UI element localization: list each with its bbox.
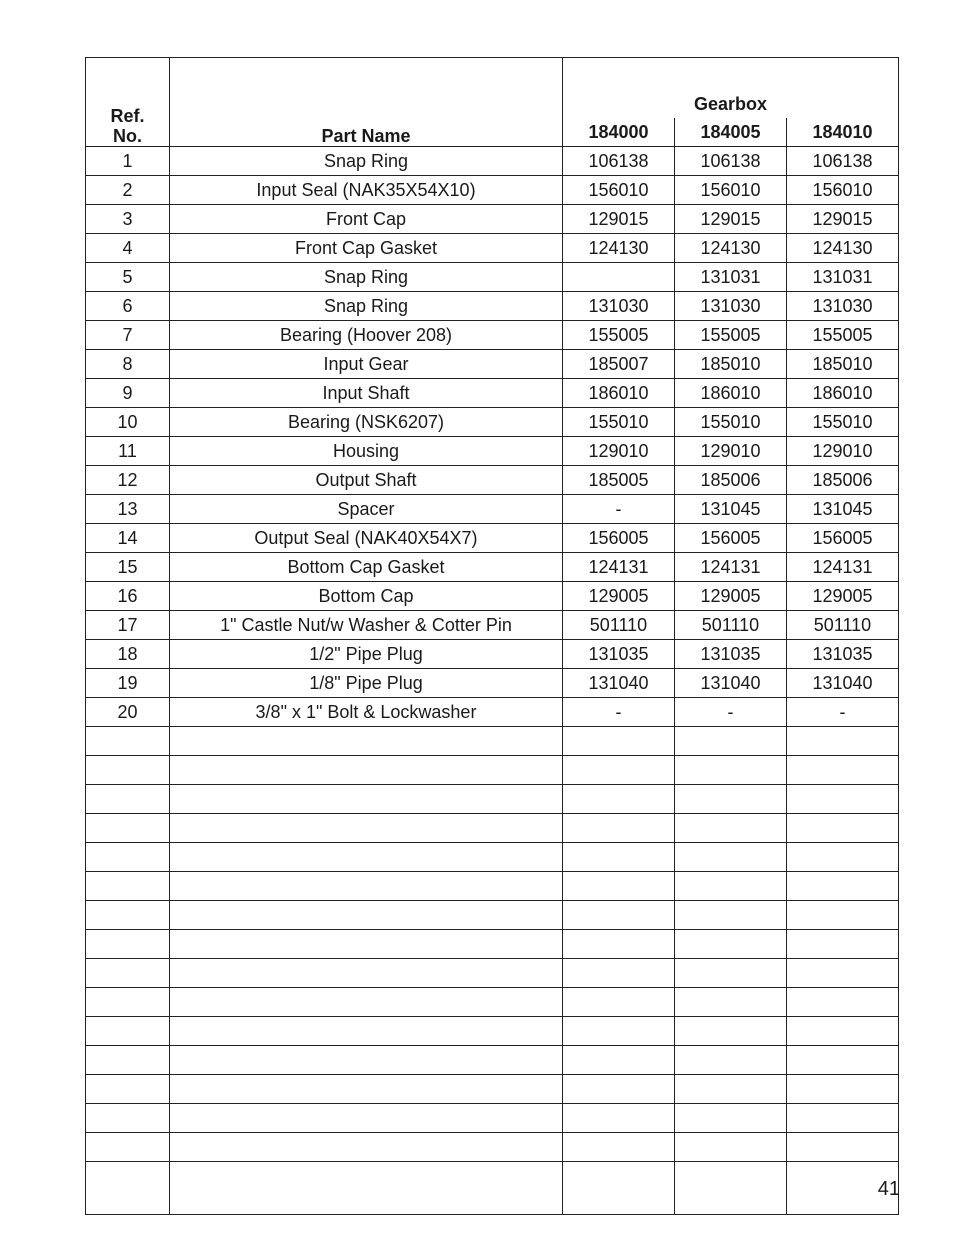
part-number-cell: 131030	[787, 292, 899, 321]
ref-cell	[86, 901, 170, 930]
part-name-cell	[170, 727, 563, 756]
part-name-cell	[170, 843, 563, 872]
part-name-cell: Housing	[170, 437, 563, 466]
part-number-cell	[787, 872, 899, 901]
table-row	[86, 988, 899, 1017]
table-row	[86, 553, 899, 582]
model-header-184010: 184010	[787, 118, 899, 147]
part-number-cell: 106138	[675, 147, 787, 176]
part-number-cell: 129005	[563, 582, 675, 611]
part-number-cell	[563, 901, 675, 930]
table-row	[86, 524, 899, 553]
part-name-cell: 1" Castle Nut/w Washer & Cotter Pin	[170, 611, 563, 640]
part-number-cell: 129015	[675, 205, 787, 234]
part-name-cell	[170, 785, 563, 814]
part-name-cell: Output Shaft	[170, 466, 563, 495]
part-number-cell: 129005	[787, 582, 899, 611]
part-number-cell	[675, 872, 787, 901]
part-number-cell: 129010	[675, 437, 787, 466]
part-number-cell: 186010	[787, 379, 899, 408]
part-number-cell	[675, 1046, 787, 1075]
ref-cell	[86, 843, 170, 872]
part-number-cell	[787, 1046, 899, 1075]
part-number-cell	[787, 756, 899, 785]
part-number-cell	[675, 785, 787, 814]
part-number-cell	[563, 1162, 675, 1215]
part-number-cell	[563, 756, 675, 785]
ref-cell	[86, 930, 170, 959]
part-number-cell	[563, 959, 675, 988]
ref-cell: 17	[86, 611, 170, 640]
part-number-cell: 124131	[787, 553, 899, 582]
part-number-cell: 131031	[675, 263, 787, 292]
part-number-cell: 129010	[787, 437, 899, 466]
part-name-cell	[170, 1075, 563, 1104]
part-name-cell	[170, 901, 563, 930]
part-name-cell	[170, 1133, 563, 1162]
part-number-cell	[563, 872, 675, 901]
part-number-cell: 129015	[563, 205, 675, 234]
ref-cell	[86, 756, 170, 785]
part-name-cell: Bottom Cap	[170, 582, 563, 611]
table-row	[86, 843, 899, 872]
part-number-cell	[787, 814, 899, 843]
part-number-cell	[675, 1162, 787, 1215]
part-name-cell	[170, 959, 563, 988]
part-number-cell: 186010	[563, 379, 675, 408]
part-number-cell: -	[563, 495, 675, 524]
part-number-cell	[563, 988, 675, 1017]
part-number-cell	[787, 901, 899, 930]
part-number-cell	[563, 930, 675, 959]
part-number-cell	[675, 1104, 787, 1133]
part-number-cell	[787, 988, 899, 1017]
part-number-cell: 155010	[563, 408, 675, 437]
table-row	[86, 1104, 899, 1133]
part-number-cell: 131040	[787, 669, 899, 698]
table-row	[86, 611, 899, 640]
part-number-cell: 186010	[675, 379, 787, 408]
part-name-cell: Front Cap	[170, 205, 563, 234]
part-name-cell	[170, 988, 563, 1017]
part-number-cell	[563, 1017, 675, 1046]
part-name-cell: Snap Ring	[170, 147, 563, 176]
part-name-cell: Bearing (Hoover 208)	[170, 321, 563, 350]
table-row	[86, 495, 899, 524]
model-header-184005: 184005	[675, 118, 787, 147]
part-number-cell	[563, 1104, 675, 1133]
part-number-cell: 131030	[675, 292, 787, 321]
part-number-cell: 129010	[563, 437, 675, 466]
part-name-cell: Bearing (NSK6207)	[170, 408, 563, 437]
part-number-cell	[675, 843, 787, 872]
part-name-cell	[170, 872, 563, 901]
ref-cell: 3	[86, 205, 170, 234]
table-row	[86, 408, 899, 437]
table-row	[86, 640, 899, 669]
part-name-cell	[170, 1017, 563, 1046]
ref-cell: 1	[86, 147, 170, 176]
table-row	[86, 756, 899, 785]
part-number-cell: 124131	[563, 553, 675, 582]
part-number-cell	[563, 843, 675, 872]
ref-cell	[86, 814, 170, 843]
ref-cell	[86, 785, 170, 814]
part-number-cell	[563, 1075, 675, 1104]
ref-cell	[86, 727, 170, 756]
part-number-cell	[675, 901, 787, 930]
part-name-cell: 1/8" Pipe Plug	[170, 669, 563, 698]
part-number-cell: 156005	[787, 524, 899, 553]
table-row	[86, 1162, 899, 1215]
table-row	[86, 263, 899, 292]
part-number-cell	[563, 727, 675, 756]
ref-cell: 20	[86, 698, 170, 727]
part-number-cell	[675, 959, 787, 988]
part-number-cell	[787, 785, 899, 814]
ref-header-line2: No.	[113, 126, 142, 146]
part-number-cell: 156005	[563, 524, 675, 553]
part-number-cell	[787, 1133, 899, 1162]
part-number-cell	[563, 1046, 675, 1075]
ref-cell: 11	[86, 437, 170, 466]
part-number-cell: 155010	[787, 408, 899, 437]
part-number-cell	[787, 1017, 899, 1046]
part-number-cell: 131045	[787, 495, 899, 524]
part-number-cell: 131031	[787, 263, 899, 292]
ref-cell: 4	[86, 234, 170, 263]
part-number-cell: 155005	[787, 321, 899, 350]
ref-cell	[86, 872, 170, 901]
table-row	[86, 785, 899, 814]
part-number-cell: -	[787, 698, 899, 727]
part-number-cell: 156005	[675, 524, 787, 553]
part-number-cell	[787, 1104, 899, 1133]
part-name-cell: Output Seal (NAK40X54X7)	[170, 524, 563, 553]
table-row	[86, 669, 899, 698]
ref-cell: 5	[86, 263, 170, 292]
table-row	[86, 1133, 899, 1162]
part-number-cell: -	[563, 698, 675, 727]
table-row	[86, 814, 899, 843]
table-row	[86, 466, 899, 495]
ref-cell: 13	[86, 495, 170, 524]
part-number-cell: -	[675, 698, 787, 727]
ref-cell	[86, 1046, 170, 1075]
part-number-cell	[675, 814, 787, 843]
part-number-cell: 185006	[675, 466, 787, 495]
ref-cell: 7	[86, 321, 170, 350]
part-number-cell: 124130	[675, 234, 787, 263]
part-number-cell: 501110	[787, 611, 899, 640]
part-number-cell: 129005	[675, 582, 787, 611]
part-number-cell: 185010	[787, 350, 899, 379]
table-row	[86, 959, 899, 988]
ref-cell	[86, 1162, 170, 1215]
part-name-cell	[170, 1104, 563, 1133]
part-name-cell: Input Shaft	[170, 379, 563, 408]
part-number-cell: 185010	[675, 350, 787, 379]
part-number-cell	[787, 727, 899, 756]
part-name-header: Part Name	[170, 58, 563, 147]
table-row	[86, 321, 899, 350]
part-number-cell	[563, 1133, 675, 1162]
table-row	[86, 176, 899, 205]
ref-cell: 12	[86, 466, 170, 495]
table-row	[86, 698, 899, 727]
ref-cell	[86, 1104, 170, 1133]
part-number-cell: 106138	[563, 147, 675, 176]
part-number-cell	[675, 1075, 787, 1104]
part-number-cell: 185007	[563, 350, 675, 379]
parts-table	[85, 57, 899, 1215]
part-name-cell: 1/2" Pipe Plug	[170, 640, 563, 669]
part-number-cell: 124131	[675, 553, 787, 582]
part-name-cell: Input Gear	[170, 350, 563, 379]
part-name-cell: Snap Ring	[170, 292, 563, 321]
table-row	[86, 1046, 899, 1075]
table-row	[86, 582, 899, 611]
part-number-cell	[563, 814, 675, 843]
table-row	[86, 872, 899, 901]
ref-header-line1: Ref.	[110, 106, 145, 126]
ref-cell: 6	[86, 292, 170, 321]
table-row	[86, 147, 899, 176]
page-number: 41	[877, 1178, 900, 1200]
ref-cell: 16	[86, 582, 170, 611]
part-number-cell	[563, 263, 675, 292]
table-row	[86, 901, 899, 930]
part-name-cell: Spacer	[170, 495, 563, 524]
ref-cell: 2	[86, 176, 170, 205]
part-number-cell: 501110	[675, 611, 787, 640]
part-number-cell: 131030	[563, 292, 675, 321]
table-row	[86, 205, 899, 234]
table-row	[86, 437, 899, 466]
part-number-cell: 156010	[675, 176, 787, 205]
part-number-cell: 156010	[563, 176, 675, 205]
part-number-cell	[675, 988, 787, 1017]
part-number-cell	[675, 1017, 787, 1046]
table-row	[86, 379, 899, 408]
part-number-cell: 124130	[787, 234, 899, 263]
part-number-cell	[675, 727, 787, 756]
table-row	[86, 234, 899, 263]
table-row	[86, 930, 899, 959]
part-number-cell	[787, 959, 899, 988]
part-number-cell: 131035	[675, 640, 787, 669]
ref-cell: 8	[86, 350, 170, 379]
part-name-cell	[170, 1162, 563, 1215]
part-number-cell: 131040	[563, 669, 675, 698]
part-name-cell: Snap Ring	[170, 263, 563, 292]
part-name-cell	[170, 814, 563, 843]
ref-cell: 14	[86, 524, 170, 553]
part-name-cell: 3/8" x 1" Bolt & Lockwasher	[170, 698, 563, 727]
table-row	[86, 292, 899, 321]
table-row	[86, 350, 899, 379]
part-number-cell	[787, 930, 899, 959]
part-number-cell: 156010	[787, 176, 899, 205]
part-name-cell	[170, 1046, 563, 1075]
part-number-cell	[675, 756, 787, 785]
part-number-cell: 131045	[675, 495, 787, 524]
part-number-cell	[563, 785, 675, 814]
ref-cell	[86, 959, 170, 988]
part-number-cell: 155005	[563, 321, 675, 350]
part-number-cell: 106138	[787, 147, 899, 176]
part-number-cell: 185005	[563, 466, 675, 495]
part-name-cell: Bottom Cap Gasket	[170, 553, 563, 582]
part-number-cell: 131035	[563, 640, 675, 669]
table-row	[86, 1075, 899, 1104]
ref-cell	[86, 1075, 170, 1104]
ref-cell	[86, 1133, 170, 1162]
part-number-cell	[787, 843, 899, 872]
table-row	[86, 727, 899, 756]
part-number-cell: 131040	[675, 669, 787, 698]
part-number-cell: 185006	[787, 466, 899, 495]
part-name-cell: Input Seal (NAK35X54X10)	[170, 176, 563, 205]
part-number-cell: 155010	[675, 408, 787, 437]
part-number-cell: 501110	[563, 611, 675, 640]
ref-no-header	[86, 58, 170, 147]
part-number-cell: 155005	[675, 321, 787, 350]
part-number-cell	[675, 930, 787, 959]
part-name-cell: Front Cap Gasket	[170, 234, 563, 263]
ref-cell: 19	[86, 669, 170, 698]
part-number-cell: 131035	[787, 640, 899, 669]
gearbox-header: Gearbox	[563, 58, 899, 119]
ref-cell: 18	[86, 640, 170, 669]
table-row	[86, 1017, 899, 1046]
ref-cell: 15	[86, 553, 170, 582]
header-row	[86, 58, 899, 119]
model-header-184000: 184000	[563, 118, 675, 147]
part-number-cell	[675, 1133, 787, 1162]
part-number-cell: 129015	[787, 205, 899, 234]
ref-cell	[86, 988, 170, 1017]
part-number-cell: 124130	[563, 234, 675, 263]
part-name-cell	[170, 930, 563, 959]
ref-cell: 9	[86, 379, 170, 408]
ref-cell: 10	[86, 408, 170, 437]
part-name-cell	[170, 756, 563, 785]
part-number-cell	[787, 1075, 899, 1104]
ref-cell	[86, 1017, 170, 1046]
